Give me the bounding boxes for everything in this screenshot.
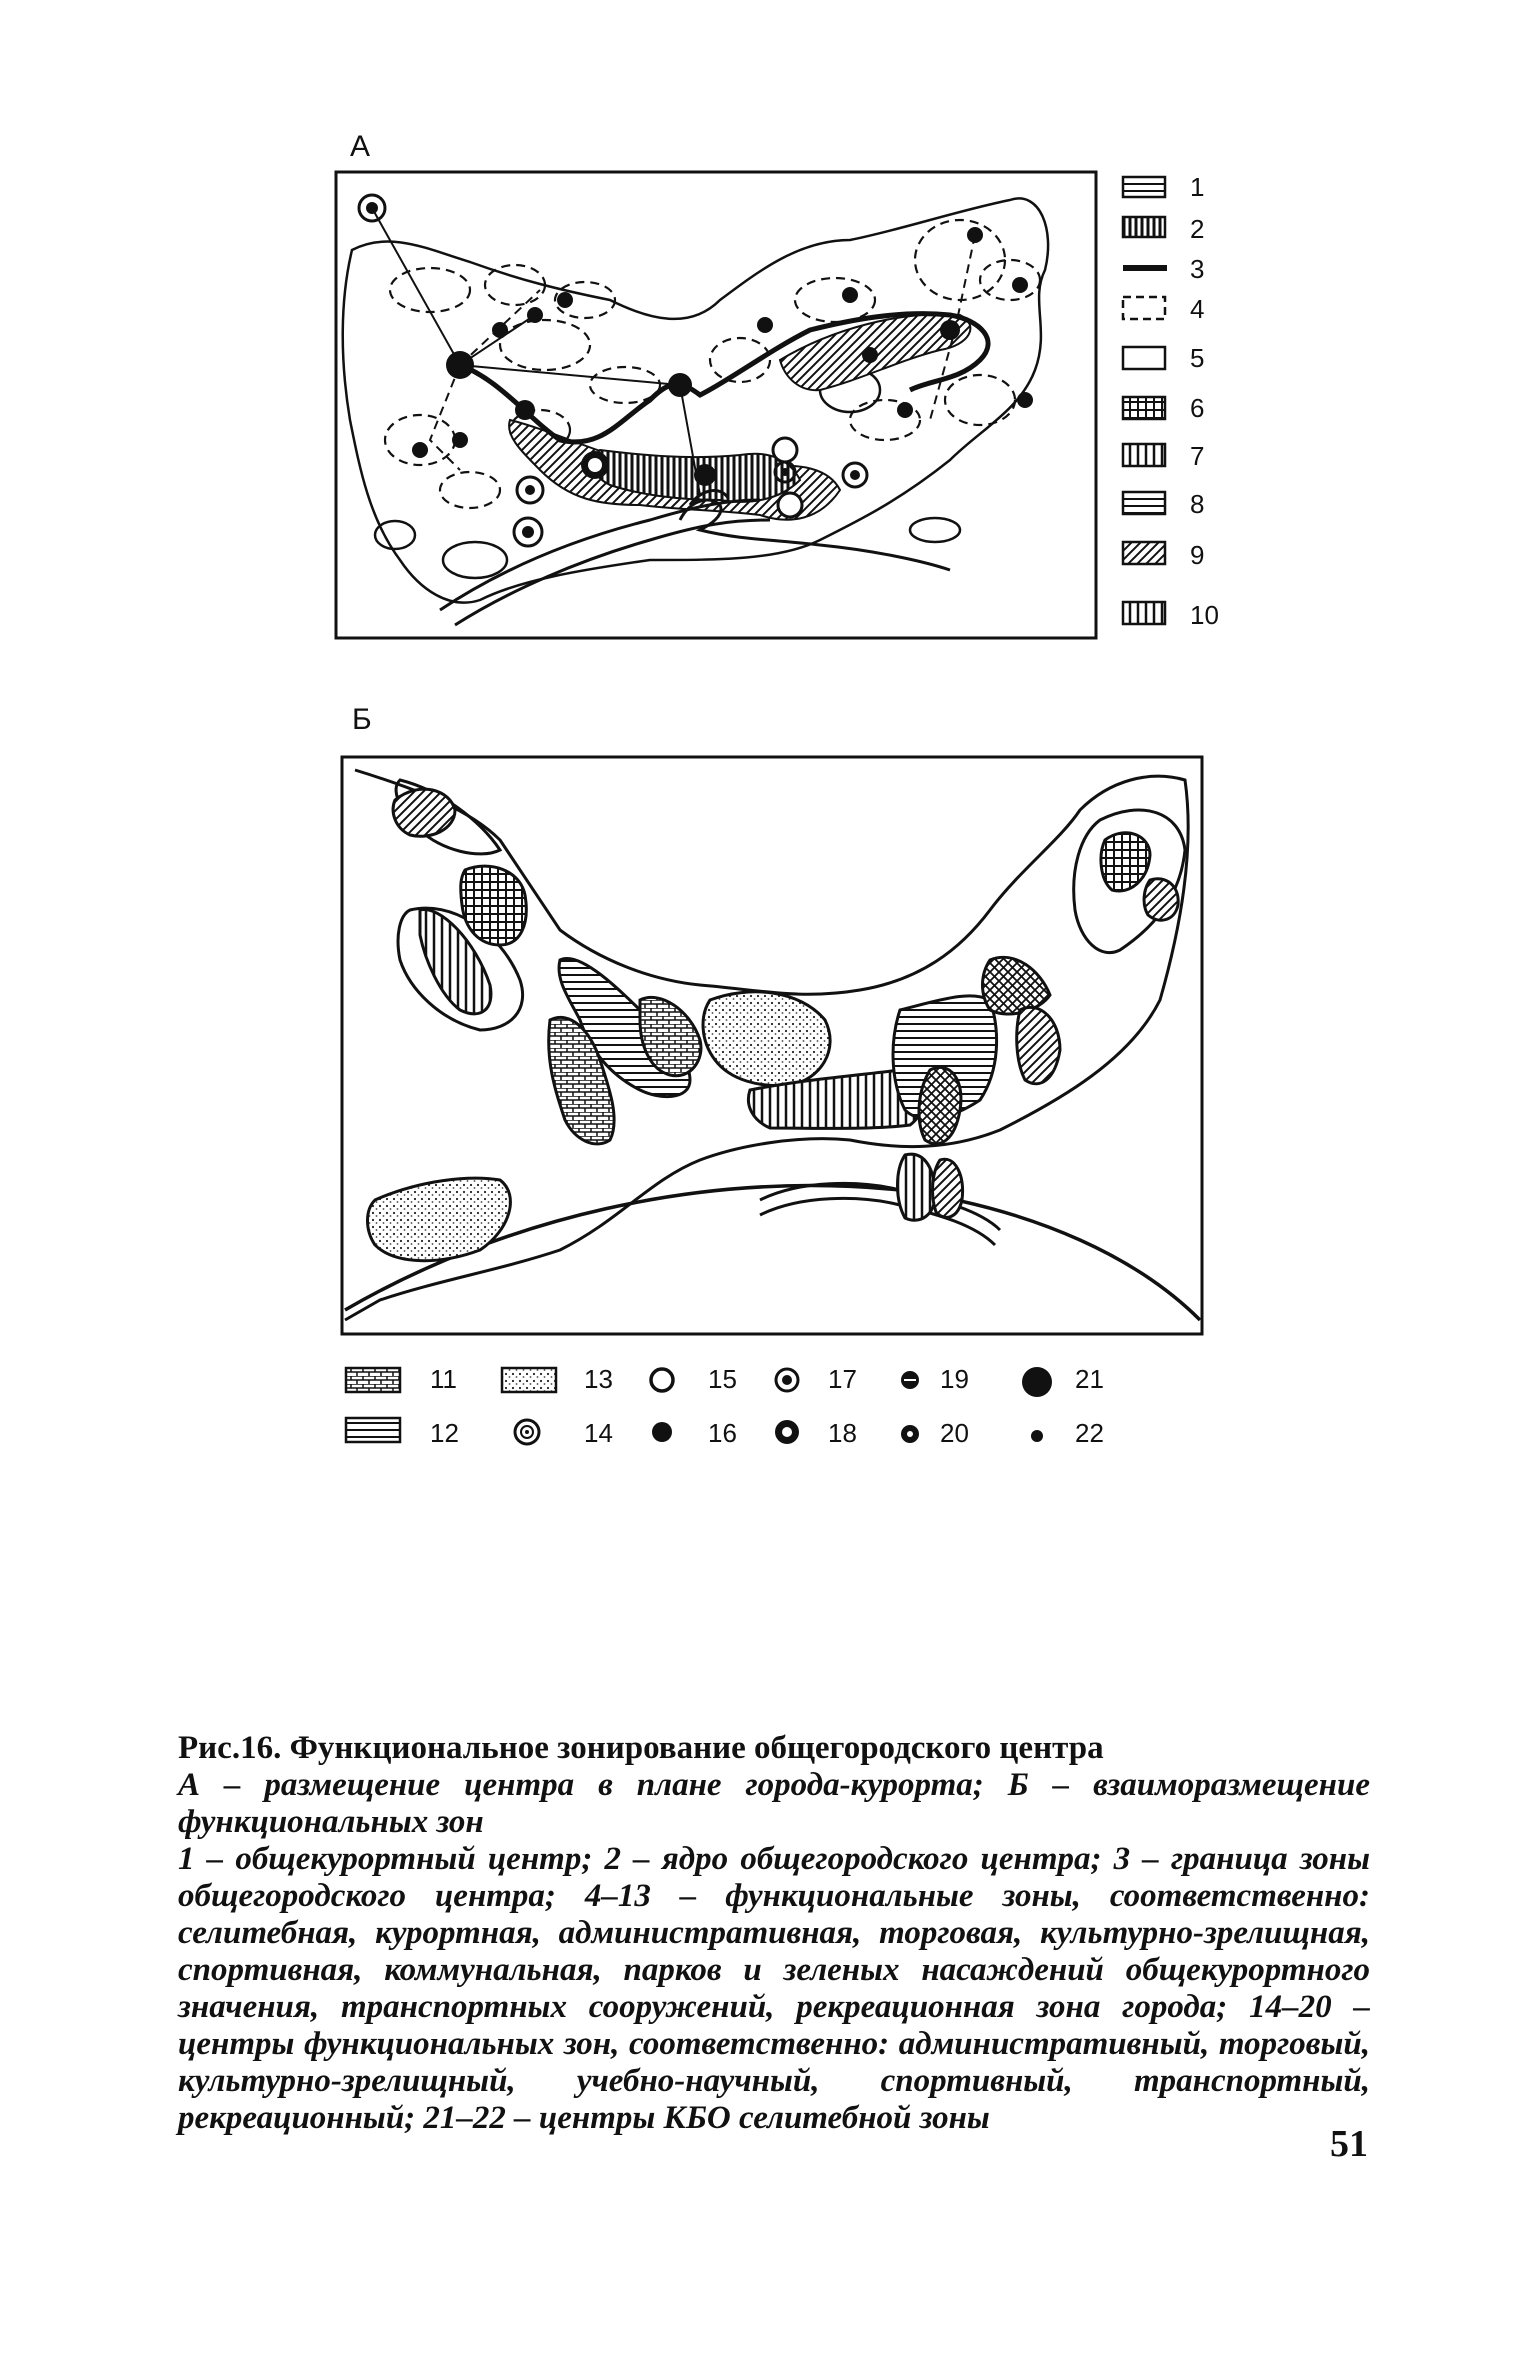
caption-title: Рис.16. Функциональное зонирование общегородского центра [178, 1730, 1104, 1766]
legend-a-item: 4 [1190, 294, 1205, 324]
legend-a-item: 6 [1190, 393, 1205, 423]
caption-panels: А – размещение центра в плане города-курорта; Б – взаиморазмещение функциональных зон [178, 1767, 1370, 1840]
legend-a-item: 3 [1190, 254, 1205, 284]
legend-a-item: 5 [1190, 343, 1205, 373]
legend-b-item: 12 [430, 1418, 459, 1448]
caption-body: 1 – общекурортный центр; 2 – ядро общегородского центра; 3 – граница зоны общегородского центра; 4–13 – функциональные зоны, соответственно: селитебная, курортная, административная, торговая, культурно-зрелищная, спортивная, коммунальная, парков и зеленых насаждений общекурортного значения, транспортных сооружений, рекреационная зона города; 14–20 – центры функциональных зон, соответственно: административный, торговый, культурно-зрелищный, учебно-научный, спортивный, транспортный, рекреационный; 21–22 – центры КБО селитебной зоны [178, 1841, 1370, 2136]
legend-b-item: 22 [1075, 1418, 1104, 1448]
figure-caption [178, 1730, 1370, 2137]
legend-b-item: 21 [1075, 1364, 1104, 1394]
legend-b-item: 11 [430, 1364, 457, 1394]
legend-a-item: 1 [1190, 172, 1205, 202]
legend-b-item: 13 [584, 1364, 613, 1394]
legend-a-item: 10 [1190, 600, 1219, 630]
legend-b-item: 16 [708, 1418, 737, 1448]
panel-a-map [343, 195, 1048, 625]
legend-a-item: 7 [1190, 441, 1205, 471]
legend-b-item: 18 [828, 1418, 857, 1448]
legend-b-item: 20 [940, 1418, 969, 1448]
panel-a-frame [336, 172, 1096, 638]
legend-b-item: 14 [584, 1418, 613, 1448]
legend-b-item: 19 [940, 1364, 969, 1394]
legend-a [1123, 177, 1167, 624]
legend-a-item: 2 [1190, 214, 1205, 244]
panel-b-map [345, 770, 1200, 1320]
panel-a-label: А [350, 130, 371, 163]
panel-b-label: Б [352, 703, 372, 736]
legend-a-item: 9 [1190, 540, 1205, 570]
legend-b-item: 15 [708, 1364, 737, 1394]
legend-a-item: 8 [1190, 489, 1205, 519]
legend-b-item: 17 [828, 1364, 857, 1394]
page-number: 51 [1330, 2123, 1368, 2165]
